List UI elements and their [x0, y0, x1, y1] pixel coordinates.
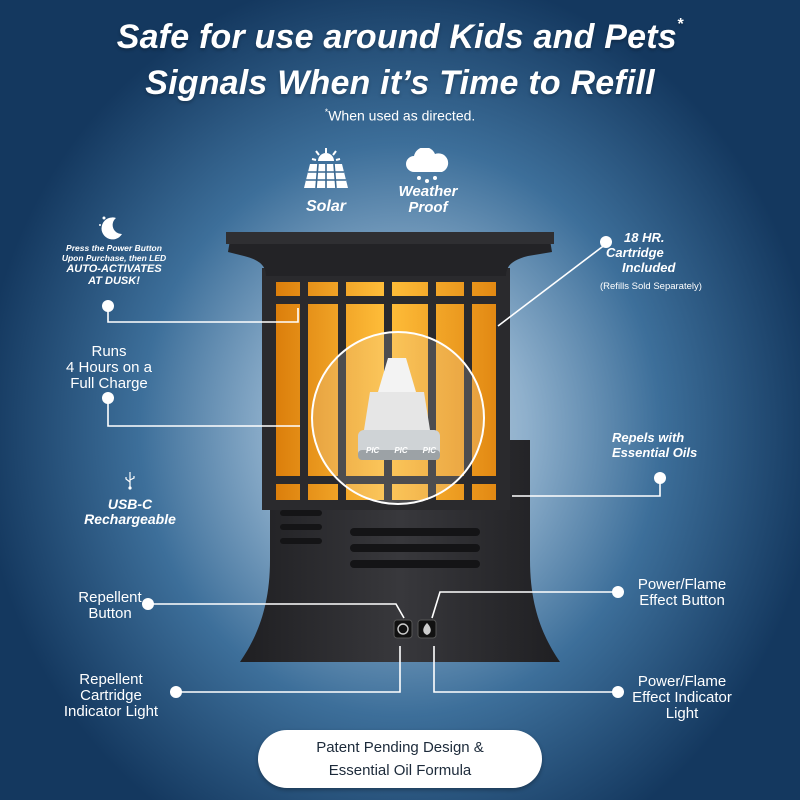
- headline-line2: Signals When it’s Time to Refill: [145, 64, 655, 102]
- repellent-button-callout: Repellent Button: [78, 589, 142, 622]
- cartridge-callout: 18 HR. Cartridge Included: [606, 230, 676, 275]
- usb-callout: USB-C Rechargeable: [84, 496, 176, 527]
- solar-label: Solar: [305, 198, 346, 215]
- repellent-light-callout: Repellent Cartridge Indicator Light: [63, 671, 159, 720]
- refills-note: (Refills Sold Separately): [600, 281, 702, 292]
- power-light-callout: Power/Flame Effect Indicator Light: [632, 673, 732, 722]
- footnote: *When used as directed.: [324, 107, 476, 124]
- cartridge-labels: PIC PIC PIC: [366, 446, 436, 455]
- patent-pill: Patent Pending Design & Essential Oil Formula: [258, 730, 542, 788]
- runs-callout: Runs 4 Hours on a Full Charge: [66, 343, 152, 392]
- moon-stars-icon: [96, 212, 126, 242]
- power-button-callout: Power/Flame Effect Button: [637, 576, 727, 609]
- essential-oils-callout: Repels with Essential Oils: [612, 430, 698, 460]
- headline-line1: Safe for use around Kids and Pets*: [116, 16, 684, 56]
- weather-proof-label: Weather Proof: [398, 183, 458, 216]
- usb-icon: [124, 470, 136, 490]
- dusk-callout: Press the Power Button Upon Purchase, then LED AUTO-ACTIVATES AT DUSK!: [61, 243, 167, 287]
